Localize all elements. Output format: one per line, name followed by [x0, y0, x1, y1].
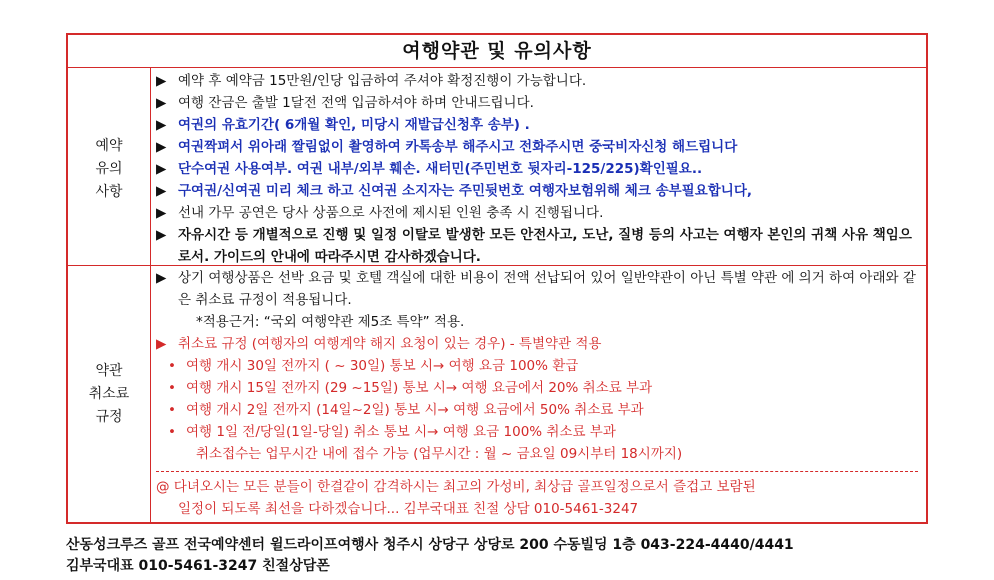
- arrow-bullet-icon: ▶: [156, 270, 167, 286]
- notice-item: ▶ 자유시간 등 개별적으로 진행 및 일정 이탈로 발생한 모든 안전사고, 도난, 질병 등의 사고는 여행자 본인의 귀책 사유 책임으로서. 가이드의 안내에 따라주시면 감사하겠습니다.: [156, 224, 918, 268]
- notice-item: ▶ 단수여권 사용여부. 여권 내부/외부 훼손. 새터민(주민번호 뒷자리-125/225)확인필요..: [156, 158, 918, 180]
- closing-line: 일정이 되도록 최선을 다하겠습니다... 김부국대표 친절 상담 010-5461-3247: [178, 501, 639, 517]
- footer-address: 산동성크루즈 골프 전국예약센터 윌드라이프여행사 청주시 상당구 상당로 200 수동빌딩 1층 043-224-4440/4441: [66, 537, 794, 553]
- terms-table: [66, 33, 928, 524]
- notice-section: [156, 70, 918, 268]
- cancel-rule: • 여행 개시 2일 전까지 (14일~2일) 통보 시→ 여행 요금에서 50% 취소료 부과: [156, 399, 918, 421]
- notice-item: ▶ 여행 잔금은 출발 1달전 전액 입금하셔야 하며 안내드립니다.: [156, 92, 918, 114]
- arrow-bullet-icon: ▶: [156, 205, 167, 221]
- arrow-bullet-icon: ▶: [156, 183, 167, 199]
- arrow-bullet-icon: ▶: [156, 139, 167, 155]
- notice-item: ▶ 선내 가무 공연은 당사 상품으로 사전에 제시된 인원 충족 시 진행됩니다.: [156, 202, 918, 224]
- cancel-rule: • 여행 개시 15일 전까지 (29 ~15일) 통보 시→ 여행 요금에서 20% 취소료 부과: [156, 377, 918, 399]
- notice-label: 예약 유의 사항: [95, 138, 123, 200]
- arrow-bullet-icon: ▶: [156, 117, 167, 133]
- footer-contact: 김부국대표 010-5461-3247 친절상담폰: [66, 558, 330, 574]
- arrow-bullet-icon: ▶: [156, 73, 167, 89]
- arrow-bullet-icon: ▶: [156, 336, 167, 352]
- cancel-rule-title: ▶ 취소료 규정 (여행자의 여행계약 해지 요청이 있는 경우) - 특별약관 적용: [156, 333, 918, 355]
- closing-line: @ 다녀오시는 모든 분들이 한결같이 감격하시는 최고의 가성비, 최상급 골프일정으로서 즐겁고 보람된: [156, 479, 756, 495]
- dashed-divider: [156, 471, 918, 472]
- cancel-rule: • 여행 1일 전/당일(1일-당일) 취소 통보 시→ 여행 요금 100% 취소료 부과: [156, 421, 918, 443]
- cancel-hours: 취소접수는 업무시간 내에 접수 가능 (업무시간 : 월 ~ 금요일 09시부터 18시까지): [196, 446, 683, 462]
- cancel-intro: ▶ 상기 여행상품은 선박 요금 및 호텔 객실에 대한 비용이 전액 선납되어 있어 일반약관이 아닌 특별 약관 에 의거 하여 아래와 같은 취소료 규정이 적용됩니다.: [156, 267, 918, 311]
- page-title: 여행약관 및 유의사항: [68, 35, 926, 68]
- dot-bullet-icon: •: [168, 380, 176, 396]
- notice-item: ▶ 여권의 유효기간( 6개월 확인, 미당시 재발급신청후 송부) .: [156, 114, 918, 136]
- notice-item: ▶ 구여권/신여권 미리 체크 하고 신여권 소지자는 주민뒷번호 여행자보험위해 체크 송부필요합니다,: [156, 180, 918, 202]
- cancel-section: [156, 267, 918, 520]
- arrow-bullet-icon: ▶: [156, 95, 167, 111]
- dot-bullet-icon: •: [168, 402, 176, 418]
- arrow-bullet-icon: ▶: [156, 227, 167, 243]
- cancel-label: 약관 취소료 규정: [88, 363, 130, 425]
- column-divider: [150, 67, 151, 522]
- cancel-basis: *적용근거: “국외 여행약관 제5조 특약” 적용.: [196, 314, 465, 330]
- footer: [66, 535, 794, 577]
- notice-item: ▶ 여권짝펴서 위아래 짤림없이 촬영하여 카톡송부 해주시고 전화주시면 중국비자신청 해드립니다: [156, 136, 918, 158]
- notice-item: ▶ 예약 후 예약금 15만원/인당 입금하여 주셔야 확정진행이 가능합니다.: [156, 70, 918, 92]
- dot-bullet-icon: •: [168, 358, 176, 374]
- arrow-bullet-icon: ▶: [156, 161, 167, 177]
- dot-bullet-icon: •: [168, 424, 176, 440]
- cancel-rule: • 여행 개시 30일 전까지 ( ~ 30일) 통보 시→ 여행 요금 100% 환급: [156, 355, 918, 377]
